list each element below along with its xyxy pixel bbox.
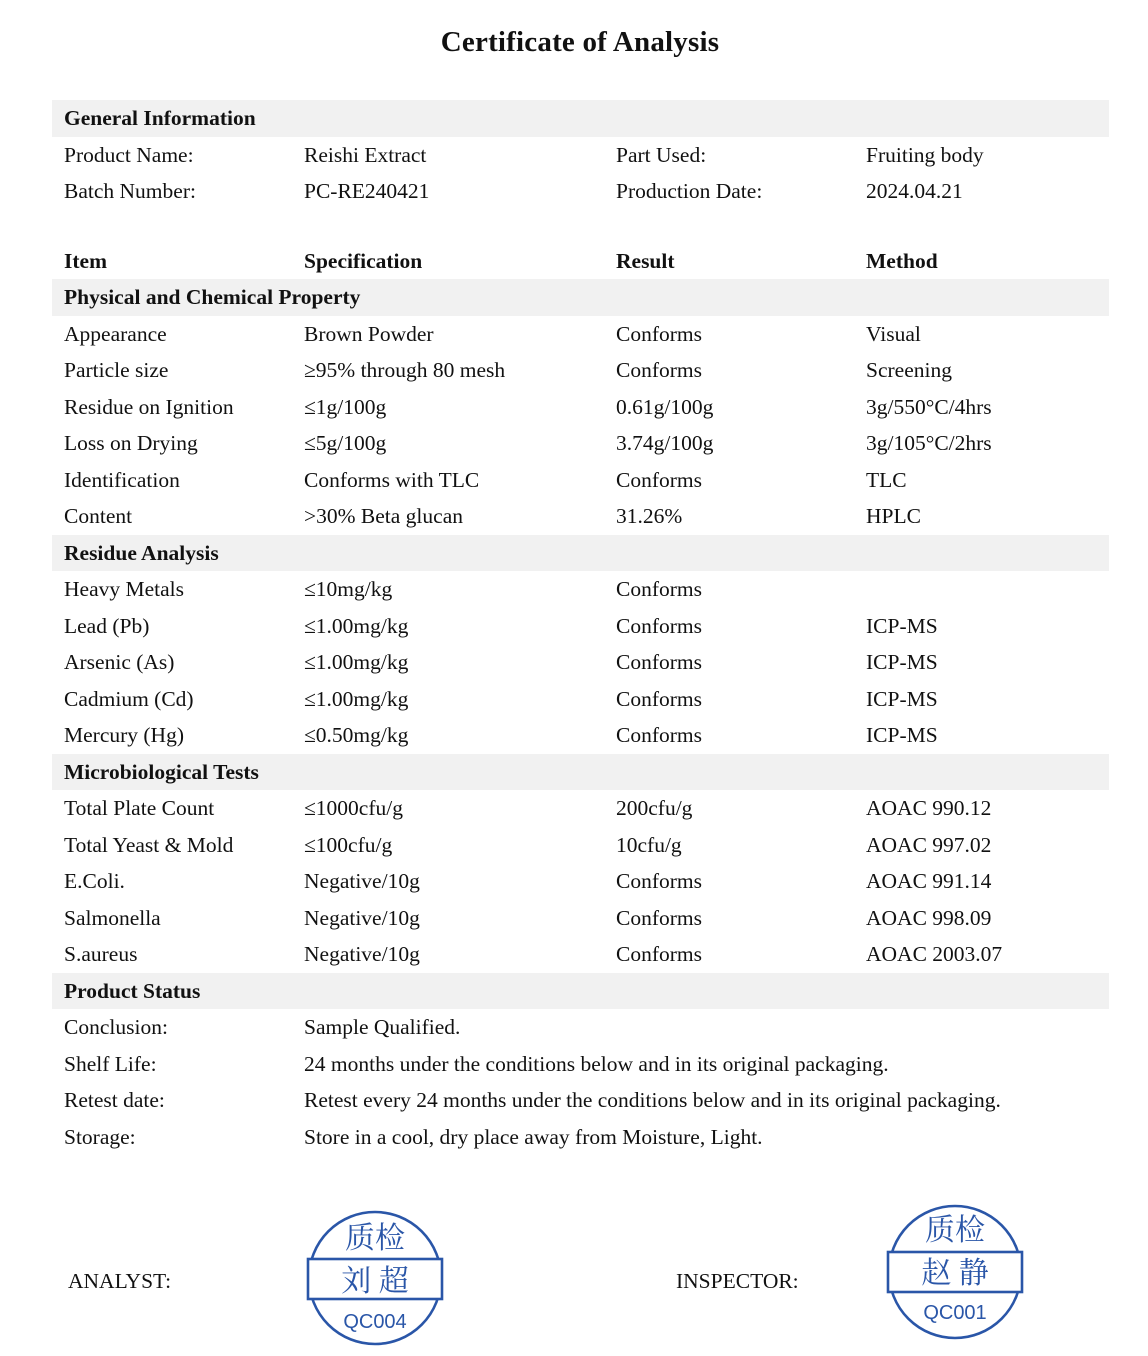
table-row (52, 863, 1109, 900)
page-title: Certificate of Analysis (440, 26, 720, 58)
section-general (52, 100, 1109, 137)
table-row (52, 498, 1109, 535)
method-cell: TLC (866, 467, 907, 492)
method-cell: AOAC 997.02 (866, 832, 992, 857)
section-residue (52, 535, 1109, 572)
result-cell: Conforms (616, 613, 702, 638)
spec-cell: Negative/10g (304, 869, 420, 893)
stamp-top-text: 质检 (925, 1214, 985, 1247)
status-row (52, 1046, 1109, 1083)
section-status (52, 973, 1109, 1010)
table-row (52, 790, 1109, 827)
info-row (52, 173, 1109, 210)
item-cell: Heavy Metals (64, 577, 185, 601)
status-value: Retest every 24 months under the conditions below and in its original packaging. (304, 1088, 1001, 1112)
section-heading: Product Status (64, 978, 201, 1003)
item-cell: Total Yeast & Mold (64, 832, 234, 857)
table-row (52, 936, 1109, 973)
table-row (52, 681, 1109, 718)
table-row (52, 900, 1109, 937)
status-label: Storage: (64, 1124, 136, 1149)
spec-cell: Negative/10g (304, 905, 420, 930)
method-cell: Visual (866, 321, 921, 346)
method-cell: 3g/550°C/4hrs (866, 394, 992, 419)
result-cell: Conforms (616, 942, 702, 966)
status-row (52, 1119, 1109, 1156)
table-row (52, 462, 1109, 499)
production-date-value: 2024.04.21 (866, 179, 963, 203)
result-cell: Conforms (616, 869, 702, 893)
status-label: Conclusion: (64, 1015, 168, 1039)
spec-cell: ≤1000cfu/g (304, 796, 403, 820)
item-cell: Total Plate Count (64, 796, 215, 820)
status-row (52, 1009, 1109, 1046)
section-physical (52, 279, 1109, 316)
item-cell: Residue on Ignition (64, 394, 234, 419)
item-cell: Content (64, 504, 133, 528)
column-header-row (52, 243, 1109, 280)
analyst-stamp (306, 1206, 444, 1350)
analyst-label: ANALYST: (68, 1269, 172, 1293)
table-row (52, 608, 1109, 645)
method-cell: 3g/105°C/2hrs (866, 431, 992, 455)
item-cell: Salmonella (64, 905, 161, 930)
method-cell: Screening (866, 358, 952, 382)
stamp-code-text: QC001 (923, 1302, 987, 1324)
stamp-seal (886, 1202, 1024, 1342)
spacer (52, 210, 1109, 243)
product-name-value: Reishi Extract (304, 142, 427, 167)
status-value: Sample Qualified. (304, 1015, 461, 1039)
method-cell: HPLC (866, 504, 921, 528)
spec-cell: ≥95% through 80 mesh (304, 358, 506, 382)
result-cell: Conforms (616, 358, 702, 382)
section-heading: General Information (64, 106, 256, 130)
result-cell: Conforms (616, 723, 702, 747)
method-cell: ICP-MS (866, 613, 938, 638)
stamp-name-text: 赵 静 (921, 1257, 989, 1290)
coa-table (52, 100, 1109, 1155)
result-cell: 31.26% (616, 504, 683, 528)
spec-cell: ≤1g/100g (304, 394, 387, 419)
method-cell: ICP-MS (866, 686, 938, 711)
result-cell: 200cfu/g (616, 796, 693, 820)
status-row (52, 1082, 1109, 1119)
column-header-specification: Specification (304, 248, 423, 273)
spec-cell: ≤0.50mg/kg (304, 723, 409, 747)
spec-cell: ≤1.00mg/kg (304, 686, 409, 711)
result-cell: Conforms (616, 650, 702, 674)
table-row (52, 827, 1109, 864)
batch-number-value: PC-RE240421 (304, 179, 430, 203)
item-cell: Cadmium (Cd) (64, 686, 194, 711)
item-cell: Arsenic (As) (64, 650, 175, 674)
result-cell: 10cfu/g (616, 832, 682, 857)
inspector-stamp (886, 1202, 1024, 1342)
spec-cell: ≤1.00mg/kg (304, 613, 409, 638)
column-header-item: Item (64, 248, 107, 273)
table-row (52, 717, 1109, 754)
table-row (52, 352, 1109, 389)
item-cell: E.Coli. (64, 869, 125, 893)
item-cell: Appearance (64, 321, 167, 346)
table-row (52, 316, 1109, 353)
spec-cell: ≤100cfu/g (304, 832, 393, 857)
method-cell: ICP-MS (866, 723, 938, 747)
stamp-name-text: 刘 超 (341, 1265, 409, 1298)
item-cell: Loss on Drying (64, 431, 198, 455)
column-header-result: Result (616, 248, 675, 273)
result-cell: 3.74g/100g (616, 431, 714, 455)
part-used-label: Part Used: (616, 142, 707, 167)
spec-cell: Brown Powder (304, 321, 434, 346)
table-row (52, 389, 1109, 426)
item-cell: Lead (Pb) (64, 613, 150, 638)
table-row (52, 425, 1109, 462)
spec-cell: ≤5g/100g (304, 431, 387, 455)
part-used-value: Fruiting body (866, 142, 984, 167)
column-header-method: Method (866, 248, 938, 273)
table-row (52, 571, 1109, 608)
result-cell: 0.61g/100g (616, 394, 714, 419)
info-row (52, 137, 1109, 174)
result-cell: Conforms (616, 577, 702, 601)
section-heading: Physical and Chemical Property (64, 285, 361, 309)
spec-cell: ≤1.00mg/kg (304, 650, 409, 674)
status-value: 24 months under the conditions below and in its original packaging. (304, 1051, 889, 1076)
status-value: Store in a cool, dry place away from Moisture, Light. (304, 1124, 763, 1149)
method-cell: AOAC 998.09 (866, 905, 992, 930)
product-name-label: Product Name: (64, 142, 194, 167)
result-cell: Conforms (616, 686, 702, 711)
item-cell: Identification (64, 467, 180, 492)
method-cell: ICP-MS (866, 650, 938, 674)
result-cell: Conforms (616, 467, 702, 492)
status-label: Shelf Life: (64, 1051, 157, 1076)
method-cell: AOAC 990.12 (866, 796, 992, 820)
spec-cell: ≤10mg/kg (304, 577, 393, 601)
batch-number-label: Batch Number: (64, 179, 196, 203)
result-cell: Conforms (616, 321, 702, 346)
spec-cell: >30% Beta glucan (304, 504, 463, 528)
item-cell: Particle size (64, 358, 169, 382)
production-date-label: Production Date: (616, 179, 763, 203)
stamp-seal (306, 1206, 444, 1350)
stamp-code-text: QC004 (343, 1311, 407, 1333)
item-cell: S.aureus (64, 942, 138, 966)
section-heading: Residue Analysis (64, 540, 219, 565)
result-cell: Conforms (616, 905, 702, 930)
stamp-top-text: 质检 (345, 1222, 405, 1255)
section-micro (52, 754, 1109, 791)
inspector-label: INSPECTOR: (676, 1269, 799, 1293)
item-cell: Mercury (Hg) (64, 723, 184, 747)
status-label: Retest date: (64, 1088, 165, 1112)
section-heading: Microbiological Tests (64, 759, 259, 784)
table-row (52, 644, 1109, 681)
method-cell: AOAC 991.14 (866, 869, 992, 893)
spec-cell: Conforms with TLC (304, 467, 480, 492)
spec-cell: Negative/10g (304, 942, 420, 966)
method-cell: AOAC 2003.07 (866, 942, 1003, 966)
